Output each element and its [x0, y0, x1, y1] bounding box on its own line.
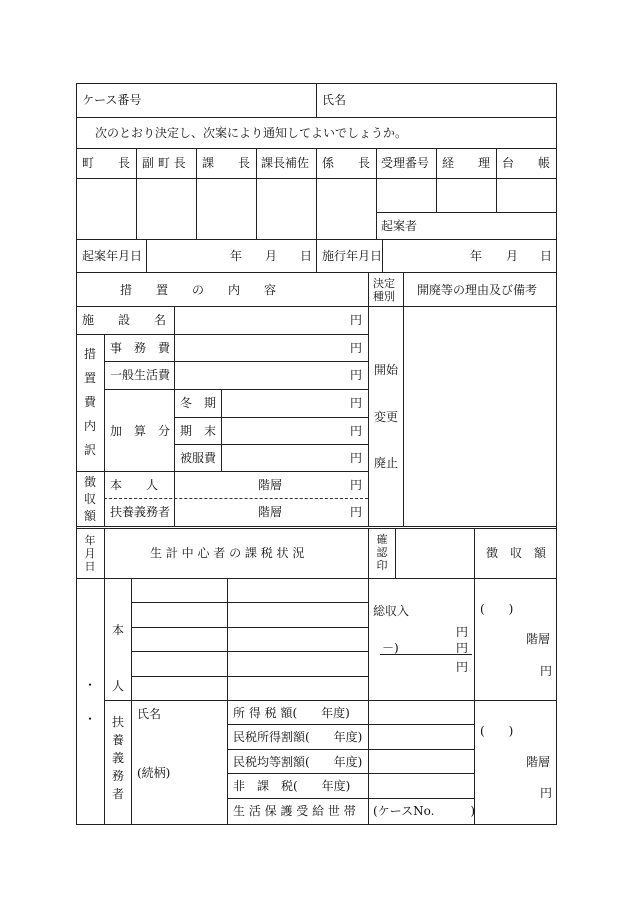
approval-ledger: 台 帳	[502, 156, 551, 170]
addition-label: 加 算 分	[110, 424, 171, 438]
measures-heading: 措 置 の 内 容	[120, 283, 277, 297]
dependent-relation-label: (続柄)	[137, 766, 171, 780]
approval-deputy: 課長補佐	[261, 156, 310, 170]
type-abolish: 廃止	[374, 456, 399, 470]
date-dot-1: ・	[84, 678, 97, 692]
case-number-label: ケース番号	[82, 93, 142, 107]
confirm-seal-label: 確認印	[376, 533, 388, 572]
resident-income-tax-label: 民税所得割額( 年度)	[233, 730, 363, 744]
collection-self-tier: 階層	[258, 478, 283, 492]
total-income-yen-1: 円	[456, 625, 469, 639]
self-tier: 階層	[526, 632, 551, 646]
self-paren: ( )	[480, 602, 514, 616]
draft-day-unit: 日	[300, 249, 313, 263]
non-taxable-label: 非 課 税( 年度)	[233, 779, 351, 793]
intro-text: 次のとおり決定し、次案により通知してよいでしょうか。	[95, 126, 408, 140]
year-end-label: 期 末	[180, 424, 217, 438]
self-collection-yen: 円	[540, 664, 553, 678]
facility-name-label: 施 設 名	[82, 313, 167, 327]
approval-staff: 係 長	[322, 156, 371, 170]
draft-month-unit: 月	[265, 249, 278, 263]
collection-amount-label: 徴 収 額	[486, 546, 547, 560]
name-label: 氏名	[322, 93, 347, 107]
approval-accounting: 経 理	[442, 156, 491, 170]
tax-dependent-label: 扶養義務者	[111, 715, 124, 801]
total-income-label: 総収入	[373, 604, 410, 618]
clothing-label: 被服費	[180, 451, 217, 465]
approval-chief: 町 長	[82, 156, 131, 170]
income-tax-label: 所 得 税 額( 年度)	[233, 706, 350, 720]
living-cost-yen: 円	[350, 368, 363, 382]
collection-label: 徴収額	[83, 475, 96, 523]
dependent-paren: ( )	[480, 724, 514, 738]
draft-year-unit: 年	[230, 249, 243, 263]
living-cost-label: 一般生活費	[110, 368, 171, 382]
case-no-paren: (ケースNo. )	[373, 804, 476, 818]
reason-heading: 開廃等の理由及び備考	[417, 283, 538, 297]
total-income-yen-2: 円	[456, 641, 469, 655]
tax-heading: 生 計 中 心 者 の 課 税 状 況	[150, 546, 305, 560]
office-cost-label: 事 務 費	[110, 341, 171, 355]
facility-yen: 円	[350, 313, 363, 327]
approval-receipt-no: 受理番号	[381, 156, 430, 170]
collection-self-label: 本 人	[110, 478, 159, 492]
collection-dependent-tier: 階層	[258, 505, 283, 519]
type-start: 開始	[374, 363, 399, 377]
decision-type-label-2: 種別	[373, 290, 395, 303]
tax-date-col-label: 年月日	[84, 534, 96, 573]
deduction-mark: －)	[382, 641, 399, 655]
draft-date-label: 起案年月日	[82, 249, 143, 263]
approval-vice-chief: 副 町 長	[142, 156, 186, 170]
drafter-label: 起案者	[381, 219, 418, 233]
tax-self-label: 本人	[111, 623, 124, 693]
winter-yen: 円	[350, 396, 363, 410]
breakdown-label: 措置費内訳	[83, 347, 96, 457]
effective-day-unit: 日	[540, 249, 553, 263]
year-end-yen: 円	[350, 424, 363, 438]
decision-type-label-1: 決定	[373, 277, 395, 290]
date-dot-2: ・	[84, 712, 97, 726]
approval-section-chief: 課 長	[202, 156, 251, 170]
dependent-tier: 階層	[526, 755, 551, 769]
clothing-yen: 円	[350, 451, 363, 465]
type-change: 変更	[374, 410, 399, 424]
collection-dependent-yen: 円	[350, 505, 363, 519]
welfare-household-label: 生 活 保 護 受 給 世 帯	[233, 804, 356, 818]
resident-equal-tax-label: 民税均等割額( 年度)	[233, 755, 363, 769]
office-cost-yen: 円	[350, 341, 363, 355]
effective-month-unit: 月	[506, 249, 519, 263]
collection-self-yen: 円	[350, 478, 363, 492]
effective-date-label: 施行年月日	[322, 249, 383, 263]
dependent-name-label: 氏名	[137, 707, 162, 721]
collection-dependent-label: 扶養義務者	[110, 505, 171, 519]
effective-year-unit: 年	[470, 249, 483, 263]
dependent-collection-yen: 円	[540, 786, 553, 800]
total-income-yen-3: 円	[456, 660, 469, 674]
winter-label: 冬 期	[180, 396, 217, 410]
